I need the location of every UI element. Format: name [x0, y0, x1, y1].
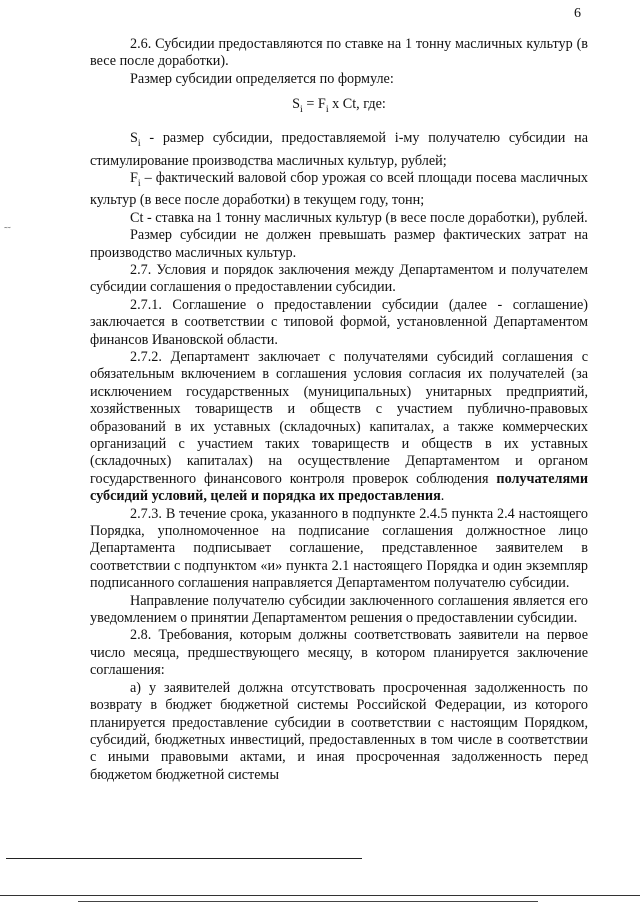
definition-si	[90, 130, 588, 170]
scan-edge-line	[0, 895, 640, 896]
paragraph-2-7-2-tail: .	[440, 488, 445, 505]
formula-f-sub: i	[325, 104, 329, 116]
paragraph-2-7-2-text: 2.7.2. Департамент заключает с получателями субсидий соглашения с обязательным включением в соглашения условия согласия их получателей (за исключением государственных (муниципальных) унитарных предприятий, хозяйственных товариществ и обществ с участием публично-правовых образований в их уставных (складочных) капиталах, а также коммерческих организаций с участием таких товариществ и обществ в их уставных (складочных) капиталах) на осуществление Департаментом и органом государственного финансового контроля проверок соблюдения	[90, 348, 588, 487]
definition-si-symbol: S	[130, 130, 138, 147]
margin-mark: ˜˜	[4, 226, 11, 237]
definition-ct: Ct - ставка на 1 тонну масличных культур (в весе после доработки), рублей.	[130, 209, 588, 226]
definition-si-sub: i	[137, 138, 141, 150]
paragraph-2-8-a: а) у заявителей должна отсутствовать просроченная задолженность по возврату в бюджет бюджетной системы Российской Федерации, из которого планируется предоставление субсидии в соответствии с настоящим Порядком, субсидий, бюджетных инвестиций, предоставленных в том числе в соответствии с иными правовыми актами, и иная просроченная задолженность перед бюджетом бюджетной системы	[90, 679, 588, 783]
formula-rest: x Ct, где:	[328, 96, 386, 113]
paragraph-2-7-2-bold: получателями субсидий условий, целей и порядка их предоставления	[90, 470, 588, 505]
definition-si-text: - размер субсидии, предоставляемой i-му получателю субсидии на стимулирование производства масличных культур, рублей;	[90, 130, 588, 169]
formula	[90, 96, 588, 118]
paragraph-2-6: 2.6. Субсидии предоставляются по ставке на 1 тонну масличных культур (в весе после доработки).	[90, 36, 588, 70]
formula-eq: = F	[302, 96, 326, 113]
paragraph-subsidy-limit: Размер субсидии не должен превышать размер фактических затрат на производство масличных культур.	[90, 227, 588, 261]
formula-s-sub: i	[300, 104, 303, 116]
definition-fi-symbol: F	[130, 170, 138, 187]
paragraph-2-7-1: 2.7.1. Соглашение о предоставлении субсидии (далее - соглашение) заключается в соответствии с типовой формой, установленной Департаментом финансов Ивановской области.	[90, 296, 588, 348]
paragraph-2-8: 2.8. Требования, которым должны соответствовать заявители на первое число месяца, предшествующего месяцу, в котором планируется заключение соглашения:	[90, 627, 588, 679]
document-body	[90, 36, 588, 784]
paragraph-2-7-3: 2.7.3. В течение срока, указанного в подпункте 2.4.5 пункта 2.4 настоящего Порядка, уполномоченное на подписание соглашения должностное лицо Департамента подписывает соглашение, представленное заявителем в соответствии с подпунктом «и» пункта 2.1 настоящего Порядка и один экземпляр подписанного соглашения направляется Департаментом получателю субсидии.	[90, 505, 588, 592]
paragraph-formula-intro: Размер субсидии определяется по формуле:	[130, 70, 394, 87]
formula-s: S	[292, 96, 301, 113]
paragraph-2-7: 2.7. Условия и порядок заключения между Департаментом и получателем субсидии соглашения о предоставлении субсидии.	[90, 261, 588, 296]
scan-edge-line-lower	[78, 901, 538, 902]
paragraph-2-7-2	[90, 349, 588, 506]
paragraph-notification: Направление получателю субсидии заключенного соглашения является его уведомлением о принятии Департаментом решения о предоставлении субсидии.	[90, 592, 588, 627]
definition-fi-text: – фактический валовой сбор урожая со всей площади посева масличных культур (в весе после доработки) в текущем году, тонн;	[90, 170, 588, 209]
footnote-divider	[6, 858, 362, 859]
page-number: 6	[574, 6, 581, 21]
definition-fi-sub: i	[137, 177, 141, 189]
definition-fi	[90, 170, 588, 210]
